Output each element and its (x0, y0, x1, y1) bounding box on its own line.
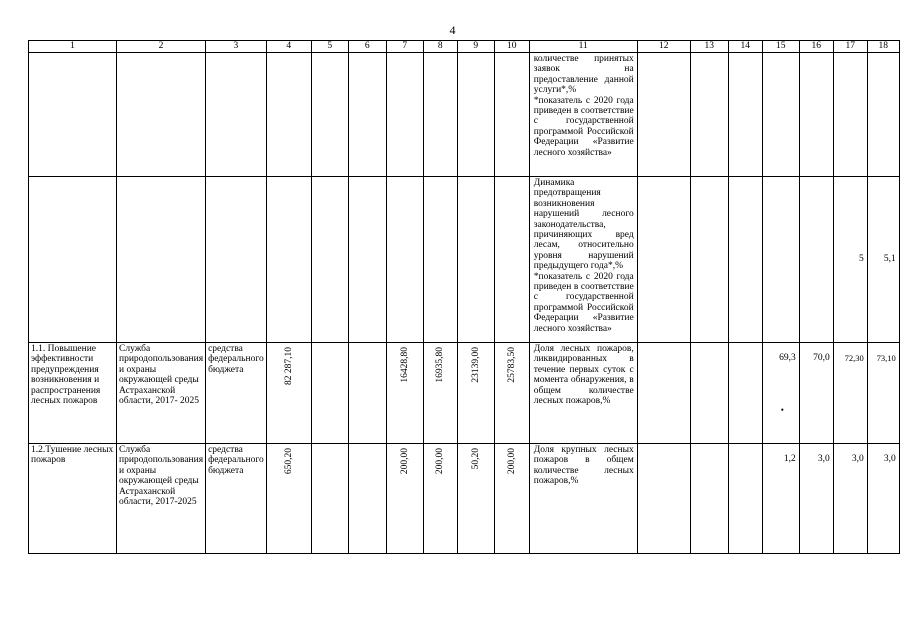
table-cell (833, 53, 867, 177)
value-col15-text: 69,3 (779, 353, 796, 363)
table-cell (728, 53, 762, 177)
table-cell (637, 444, 690, 554)
header-cell: 8 (423, 41, 457, 53)
table-cell (637, 343, 690, 444)
table-cell (867, 53, 899, 177)
value-col16: 3,0 (799, 444, 833, 554)
table-cell (494, 53, 529, 177)
indicator-text: количестве принятых заявок на предоставление данной услуги*,% *показатель с 2020 года приведен в соответствие с государственной программой Российской Федерации «Развитие лесного хозяйства» (529, 53, 637, 177)
value-col18: 5,1 (867, 177, 899, 343)
table-cell (690, 343, 728, 444)
table-cell (311, 53, 348, 177)
header-cell: 17 (833, 41, 867, 53)
dot-mark: • (780, 405, 784, 415)
header-cell: 1 (29, 41, 117, 53)
funding-source: средства федерального бюджета (206, 444, 267, 554)
value-col18: 3,0 (867, 444, 899, 554)
value-col9-text: 50,20 (470, 448, 481, 470)
value-col4 (266, 343, 311, 444)
header-cell: 16 (799, 41, 833, 53)
table-cell (762, 177, 799, 343)
table-cell (690, 177, 728, 343)
program-table (28, 40, 900, 554)
header-cell: 4 (266, 41, 311, 53)
table-cell (311, 343, 348, 444)
header-cell: 2 (117, 41, 206, 53)
value-col10 (494, 343, 529, 444)
table-cell (690, 53, 728, 177)
value-col16: 70,0 (799, 343, 833, 444)
value-col8 (423, 343, 457, 444)
table-cell (728, 343, 762, 444)
table-cell (348, 343, 386, 444)
header-cell: 6 (348, 41, 386, 53)
table-cell (637, 177, 690, 343)
table-cell (29, 53, 117, 177)
header-cell: 11 (529, 41, 637, 53)
page-number: 4 (449, 23, 456, 37)
header-cell: 13 (690, 41, 728, 53)
value-col9 (457, 343, 494, 444)
value-col4-text: 82 287,10 (283, 347, 294, 385)
table-cell (799, 177, 833, 343)
value-col17: 72,30 (833, 343, 867, 444)
value-col7-text: 16428,80 (399, 347, 410, 383)
value-col10 (494, 444, 529, 554)
value-col8-text: 16935,80 (435, 347, 446, 383)
value-col10-text: 200,00 (506, 448, 517, 475)
table-cell (348, 177, 386, 343)
table-cell (29, 177, 117, 343)
table-row (29, 343, 900, 444)
header-cell: 18 (867, 41, 899, 53)
table-cell (457, 177, 494, 343)
table-cell (728, 177, 762, 343)
table-cell (423, 53, 457, 177)
header-cell: 15 (762, 41, 799, 53)
indicator-text: Доля крупных лесных пожаров в общем количестве лесных пожаров,% (529, 444, 637, 554)
table-cell (206, 177, 267, 343)
table-cell (348, 444, 386, 554)
funding-source: средства федерального бюджета (206, 343, 267, 444)
header-row (29, 41, 900, 53)
value-col8-text: 200,00 (435, 448, 446, 475)
value-col8 (423, 444, 457, 554)
value-col18: 73,10 (867, 343, 899, 444)
table-cell (311, 177, 348, 343)
table-cell (423, 177, 457, 343)
header-cell: 5 (311, 41, 348, 53)
value-col4 (266, 444, 311, 554)
header-cell: 9 (457, 41, 494, 53)
activity-name: 1.1. Повышение эффективности предупреждения возникновения и распространения лесных пожаров (29, 343, 117, 444)
header-cell: 12 (637, 41, 690, 53)
value-col17: 5 (833, 177, 867, 343)
header-cell: 3 (206, 41, 267, 53)
table-cell (348, 53, 386, 177)
table-cell (117, 177, 206, 343)
table-cell (457, 53, 494, 177)
table-cell (386, 53, 423, 177)
table-row (29, 53, 900, 177)
executor: Служба природопользования и охраны окружающей среды Астраханской области, 2017-2025 (117, 444, 206, 554)
table-cell (386, 177, 423, 343)
table-cell (728, 444, 762, 554)
table-cell (311, 444, 348, 554)
value-col7 (386, 444, 423, 554)
value-col15 (762, 343, 799, 444)
header-cell: 7 (386, 41, 423, 53)
table-cell (494, 177, 529, 343)
activity-name: 1.2.Тушение лесных пожаров (29, 444, 117, 554)
value-col17: 3,0 (833, 444, 867, 554)
value-col9-text: 23139,00 (470, 347, 481, 383)
value-col9 (457, 444, 494, 554)
table-cell (266, 53, 311, 177)
table-cell (206, 53, 267, 177)
table-row (29, 444, 900, 554)
value-col10-text: 25783,50 (506, 347, 517, 383)
value-col15: 1,2 (762, 444, 799, 554)
value-col7 (386, 343, 423, 444)
table-cell (799, 53, 833, 177)
value-col4-text: 650,20 (283, 448, 294, 475)
indicator-text: Динамика предотвращения возникновения нарушений лесного законодательства, причиняющих вред лесам, относительно уровня нарушений предыдущего года*,% *показатель с 2020 года приведен в соответствие с государственной программой Российской Федерации «Развитие лесного хозяйства» (529, 177, 637, 343)
table-cell (690, 444, 728, 554)
table-cell (762, 53, 799, 177)
indicator-text: Доля лесных пожаров, ликвидированных в течение первых суток с момента обнаружения, в общем количестве лесных пожаров,% (529, 343, 637, 444)
table-cell (266, 177, 311, 343)
header-cell: 14 (728, 41, 762, 53)
value-col7-text: 200,00 (399, 448, 410, 475)
executor: Служба природопользования и охраны окружающей среды Астраханской области, 2017- 2025 (117, 343, 206, 444)
header-cell: 10 (494, 41, 529, 53)
table-row (29, 177, 900, 343)
table-cell (637, 53, 690, 177)
table-cell (117, 53, 206, 177)
